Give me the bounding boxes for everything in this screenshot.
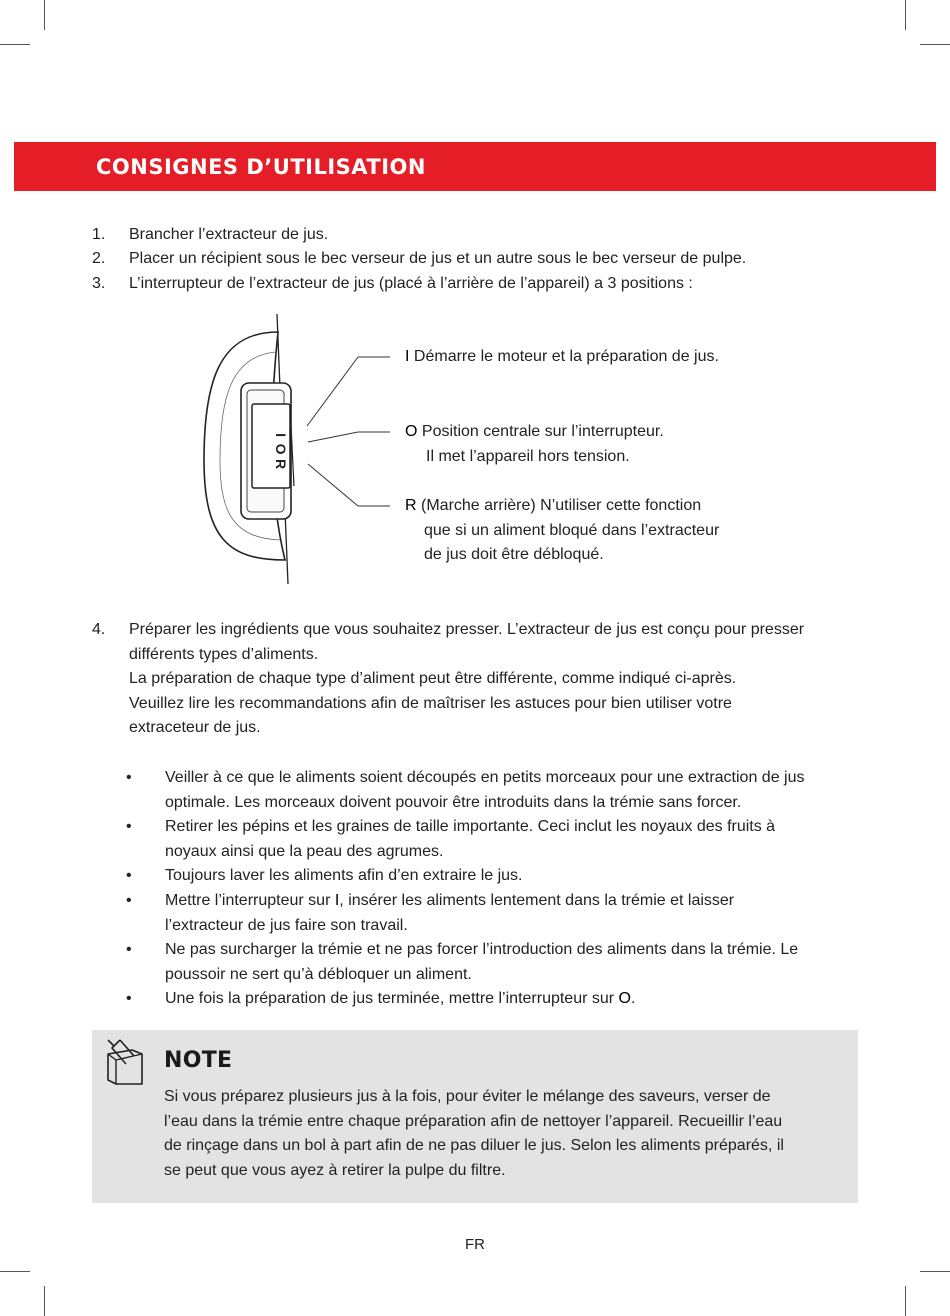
list-item-line: l’extracteur de jus faire son travail.: [165, 916, 408, 934]
list-item: [165, 766, 865, 815]
step-number: 4.: [92, 621, 106, 638]
list-item-line: Veiller à ce que le aliments soient découpés en petits morceaux pour une extraction de jus: [165, 769, 805, 786]
list-item-text: Mettre l’interrupteur sur: [165, 892, 335, 909]
callout-reverse: [405, 494, 785, 568]
callout-text: (Marche arrière) N’utiliser cette fonction: [421, 497, 702, 514]
callout-mark: I: [405, 348, 410, 365]
step-line: Préparer les ingrédients que vous souhaitez presser. L’extracteur de jus est conçu pour presser: [129, 621, 805, 638]
list-item: [165, 987, 865, 1012]
list-item-text: .: [631, 990, 636, 1007]
step-line: extraceteur de jus.: [129, 719, 261, 736]
callout-on: [405, 345, 785, 370]
bullet-icon: •: [126, 892, 132, 909]
bullet-icon: •: [126, 867, 132, 884]
switch-label: O: [273, 443, 289, 455]
callout-mark: R: [405, 497, 417, 514]
crop-mark: [0, 1271, 30, 1272]
rocker-switch-illustration: [190, 310, 410, 590]
callout-text: Position centrale sur l’interrupteur.: [421, 423, 664, 440]
crop-mark: [44, 0, 45, 30]
step-text: [129, 618, 869, 741]
callout-off: [405, 420, 785, 469]
list-item-line: noyaux ainsi que la peau des agrumes.: [165, 842, 444, 860]
note-text: [164, 1085, 834, 1183]
note-line: de rinçage dans un bol à part afin de ne pas diluer le jus. Selon les aliments préparés, il: [164, 1137, 784, 1154]
list-item-line: Retirer les pépins et les graines de taille importante. Ceci inclut les noyaux des fruits à: [165, 818, 776, 835]
section-banner: [14, 142, 936, 191]
note-line: se peut que vous ayez à retirer la pulpe du filtre.: [164, 1161, 506, 1179]
crop-mark: [920, 1271, 950, 1272]
step-line: La préparation de chaque type d’aliment peut être différente, comme indiqué ci-après.: [129, 670, 737, 687]
note-box: [92, 1030, 858, 1203]
callout-text: Il met l’appareil hors tension.: [426, 447, 630, 465]
bullet-icon: •: [126, 941, 132, 958]
list-item-text: , insérer les aliments lentement dans la trémie et laisser: [339, 892, 735, 909]
callout-text: Démarre le moteur et la préparation de jus.: [413, 348, 719, 365]
step-line: différents types d’aliments.: [129, 645, 319, 663]
crop-mark: [905, 0, 906, 30]
crop-mark: [0, 44, 30, 45]
bullet-icon: •: [126, 990, 132, 1007]
note-line: l’eau dans la trémie entre chaque préparation afin de nettoyer l’appareil. Recueillir l’eau: [164, 1112, 783, 1130]
list-item: [165, 864, 865, 889]
bullet-icon: •: [126, 818, 132, 835]
switch-mark: O: [618, 990, 631, 1007]
section-title: CONSIGNES D’UTILISATION: [96, 155, 426, 179]
crop-mark: [44, 1286, 45, 1316]
page-language: FR: [465, 1236, 485, 1253]
list-item-line: optimale. Les morceaux doivent pouvoir être introduits dans la trémie sans forcer.: [165, 793, 742, 811]
step-text: Placer un récipient sous le bec verseur de jus et un autre sous le bec verseur de pulpe.: [129, 250, 747, 267]
note-line: Si vous préparez plusieurs jus à la fois, pour éviter le mélange des saveurs, verser de: [164, 1088, 771, 1105]
list-item-text: Une fois la préparation de jus terminée, mettre l’interrupteur sur: [165, 990, 619, 1007]
bullet-icon: •: [126, 769, 132, 786]
list-item-line: Toujours laver les aliments afin d’en extraire le jus.: [165, 867, 523, 884]
callout-mark: O: [405, 423, 418, 440]
step-number: 1.: [92, 226, 106, 243]
switch-label: I: [273, 433, 289, 437]
step-number: 3.: [92, 275, 106, 292]
list-item: [165, 938, 865, 987]
switch-label: R: [273, 458, 289, 470]
crop-mark: [920, 44, 950, 45]
step-text: Brancher l’extracteur de jus.: [129, 226, 329, 243]
crop-mark: [905, 1286, 906, 1316]
callout-text: que si un aliment bloqué dans l’extracteur: [424, 521, 720, 539]
list-item: [165, 815, 865, 864]
switch-mark: I: [334, 892, 340, 909]
note-tip-icon: [102, 1036, 152, 1088]
list-item: [165, 889, 865, 938]
note-title: NOTE: [164, 1048, 233, 1073]
step-text: L’interrupteur de l’extracteur de jus (placé à l’arrière de l’appareil) a 3 positions :: [129, 275, 693, 292]
step-line: Veuillez lire les recommandations afin de maîtriser les astuces pour bien utiliser votre: [129, 694, 732, 712]
callout-text: de jus doit être débloqué.: [424, 546, 604, 563]
list-item-line: Ne pas surcharger la trémie et ne pas forcer l’introduction des aliments dans la trémie. Le: [165, 941, 799, 958]
list-item-line: poussoir ne sert qu’à débloquer un aliment.: [165, 965, 472, 983]
step-number: 2.: [92, 250, 106, 267]
